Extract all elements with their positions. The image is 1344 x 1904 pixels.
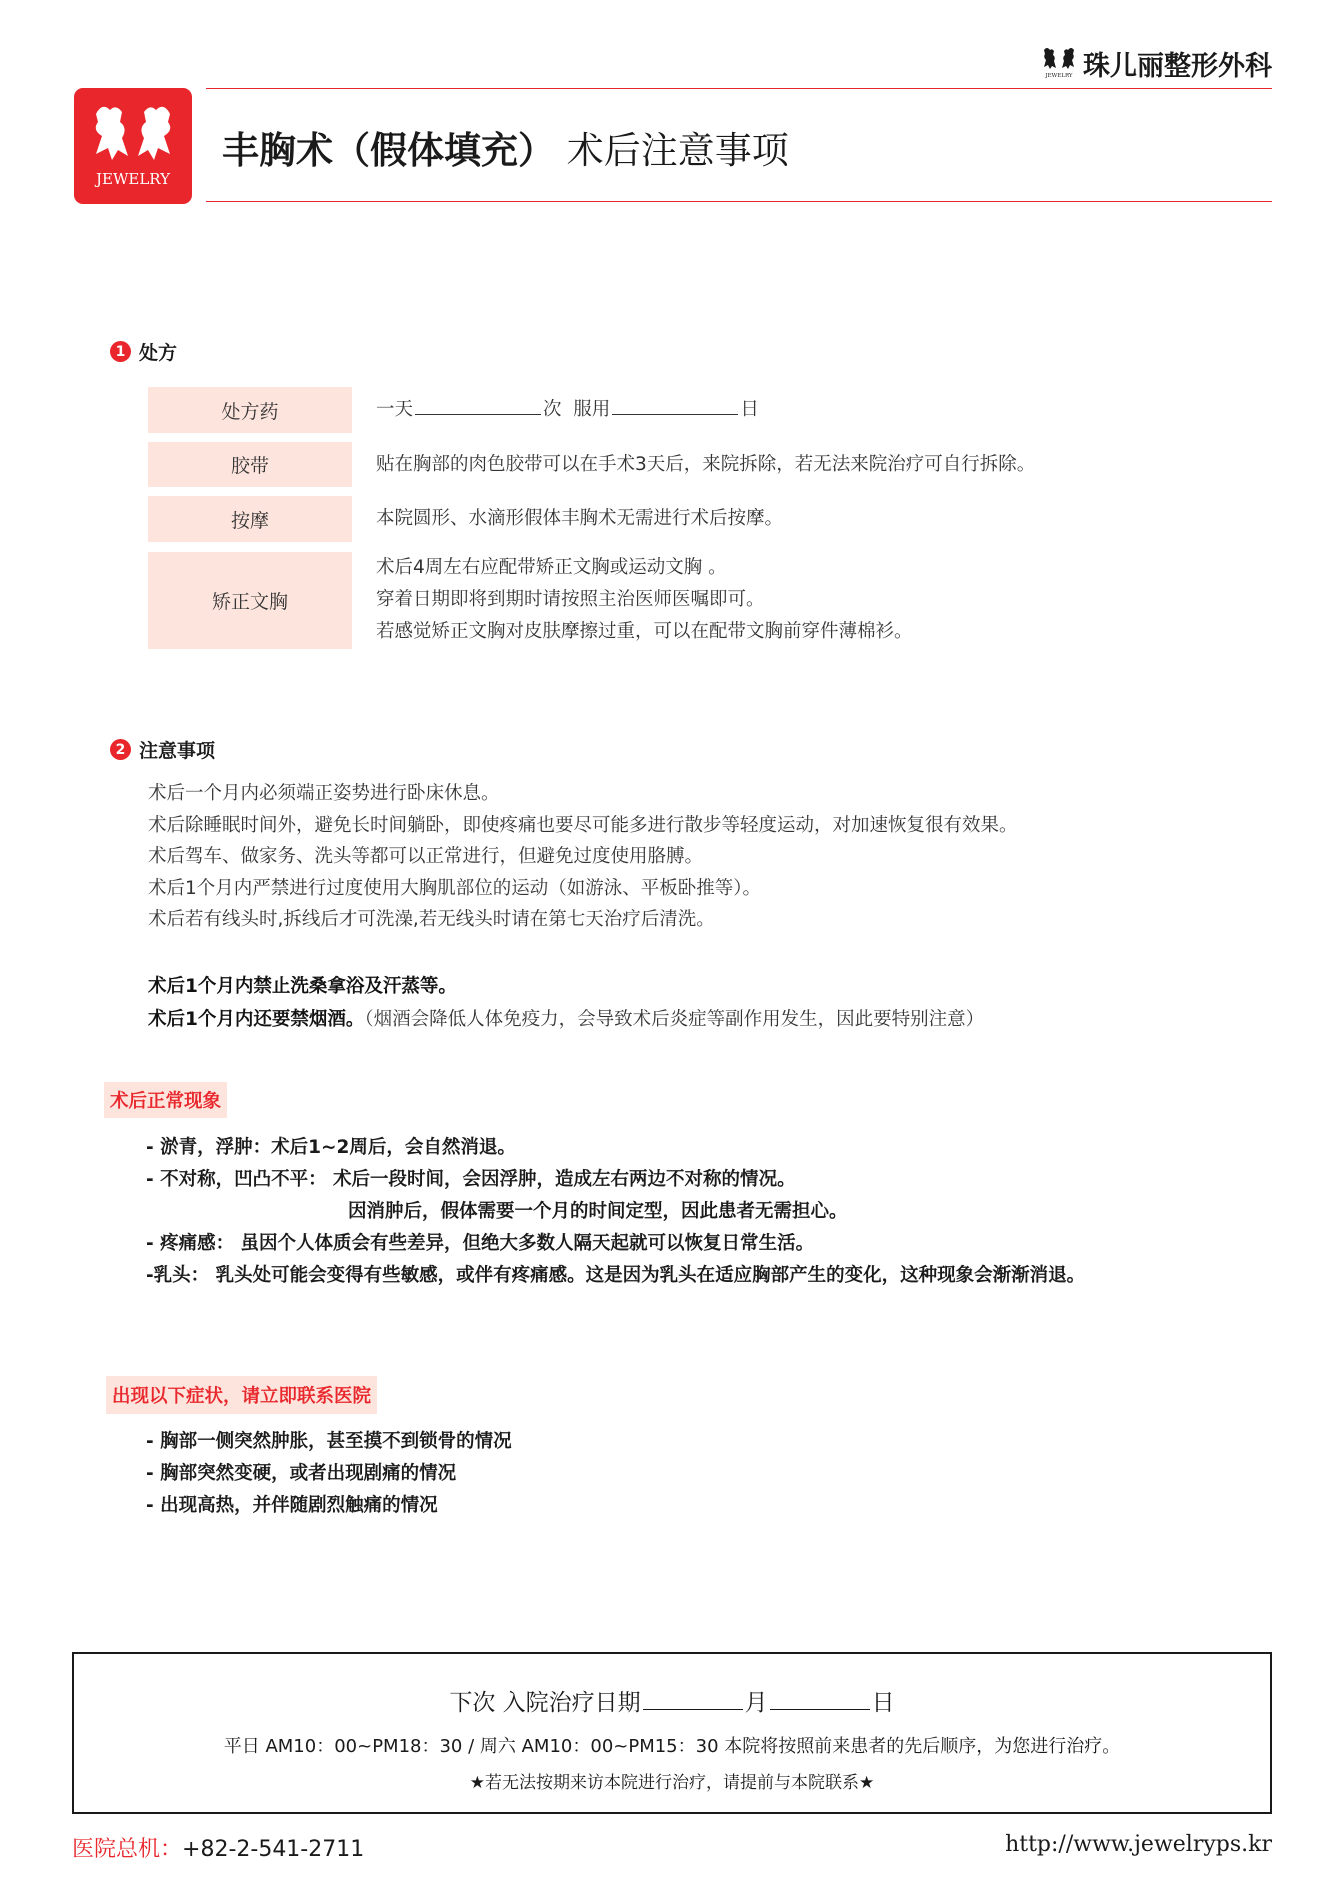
symptom-item: - 胸部一侧突然肿胀，甚至摸不到锁骨的情况 <box>146 1431 512 1452</box>
brand-header <box>1022 44 1272 82</box>
section-precautions-heading <box>110 736 215 763</box>
title-normal: 术后注意事项 <box>566 129 789 172</box>
massage-row-value: 本院圆形、水滴形假体丰胸术无需进行术后按摩。 <box>376 508 784 529</box>
precaution-notes <box>148 778 1018 936</box>
important-note-2-normal: （烟酒会降低人体免疫力，会导致术后炎症等副作用发生，因此要特别注意） <box>364 1009 985 1030</box>
bra-row-label: 矫正文胸 <box>148 552 352 649</box>
prescription-row-value <box>376 394 759 426</box>
phenomena-item: - 疼痛感： 虽因个人体质会有些差异，但绝大多数人隔天起就可以恢复日常生活。 <box>146 1233 815 1254</box>
footer-website[interactable]: http://www.jewelryps.kr <box>1005 1832 1272 1857</box>
rx-take-label: 服用 <box>573 399 611 420</box>
note-line: 术后除睡眠时间外，避免长时间躺卧，即使疼痛也要尽可能多进行散步等轻度运动，对加速恢复很有效果。 <box>148 814 1018 836</box>
bra-line: 若感觉矫正文胸对皮肤摩擦过重，可以在配带文胸前穿件薄棉衫。 <box>376 621 913 642</box>
section-heading-text: 注意事项 <box>139 740 216 762</box>
rx-days-label: 日 <box>740 399 759 420</box>
rx-times-blank <box>415 395 541 415</box>
brand-logo-icon <box>1041 46 1077 80</box>
prescription-row-label: 处方药 <box>148 387 352 433</box>
note-line: 术后1个月内严禁进行过度使用大胸肌部位的运动（如游泳、平板卧推等）。 <box>148 877 762 899</box>
symptom-item: - 出现高热，并伴随剧烈触痛的情况 <box>146 1495 438 1516</box>
important-notes <box>148 970 984 1036</box>
rx-times-label: 次 <box>543 399 562 420</box>
brand-name: 珠儿丽整形外科 <box>1083 50 1272 82</box>
important-note-2-bold: 术后1个月内还要禁烟酒。 <box>148 1009 365 1030</box>
rx-days-blank <box>612 395 738 415</box>
section-number-badge: 1 <box>110 341 131 362</box>
symptom-item: - 胸部突然变硬，或者出现剧痛的情况 <box>146 1463 457 1484</box>
normal-phenomena-list <box>146 1132 1085 1292</box>
rx-day-label: 一天 <box>376 399 414 420</box>
section-number-badge: 2 <box>110 739 131 760</box>
tape-row-value: 贴在胸部的肉色胶带可以在手术3天后，来院拆除，若无法来院治疗可自行拆除。 <box>376 454 1036 475</box>
bra-line: 术后4周左右应配带矫正文胸或运动文胸 。 <box>376 557 727 578</box>
phone-number[interactable]: +82-2-541-2711 <box>182 1837 365 1862</box>
phenomena-item: 因消肿后，假体需要一个月的时间定型，因此患者无需担心。 <box>348 1201 848 1222</box>
header-bottom-rule <box>206 201 1272 202</box>
section-heading-text: 处方 <box>139 342 178 364</box>
month-label: 月 <box>744 1690 768 1716</box>
appointment-box <box>72 1652 1272 1814</box>
appointment-notice: ★若无法按期来访本院进行治疗，请提前与本院联系★ <box>469 1773 875 1793</box>
note-line: 术后一个月内必须端正姿势进行卧床休息。 <box>148 783 500 804</box>
header-top-rule <box>206 88 1272 89</box>
next-visit-label: 下次 入院治疗日期 <box>449 1690 641 1716</box>
note-line: 术后若有线头时,拆线后才可洗澡,若无线头时请在第七天治疗后清洗。 <box>148 909 715 930</box>
month-blank <box>643 1688 743 1710</box>
massage-row-label: 按摩 <box>148 496 352 542</box>
normal-phenomena-tag: 术后正常现象 <box>104 1082 227 1118</box>
title-bold: 丰胸术（假体填充） <box>222 129 555 172</box>
footer-phone <box>72 1832 364 1863</box>
note-line: 术后驾车、做家务、洗头等都可以正常进行，但避免过度使用胳膊。 <box>148 846 704 867</box>
phenomena-item: - 不对称，凹凸不平： 术后一段时间，会因浮肿，造成左右两边不对称的情况。 <box>146 1169 796 1190</box>
logo-text: JEWELRY <box>95 170 171 188</box>
phenomena-item: - 淤青，浮肿：术后1~2周后，会自然消退。 <box>146 1137 516 1158</box>
office-hours: 平日 AM10：00~PM18：30 / 周六 AM10：00~PM15：30 本院将按照前来患者的先后顺序，为您进行治疗。 <box>223 1736 1121 1757</box>
jewelry-logo <box>74 88 192 204</box>
brand-mark-text: JEWELRY <box>1045 73 1073 79</box>
important-note-1: 术后1个月内禁止洗桑拿浴及汗蒸等。 <box>148 976 457 997</box>
lion-logo-icon <box>74 88 192 204</box>
contact-symptoms-list <box>146 1426 512 1522</box>
phone-label: 医院总机： <box>72 1837 183 1862</box>
phenomena-item: -乳头： 乳头处可能会变得有些敏感，或伴有疼痛感。这是因为乳头在适应胸部产生的变化，这种现象会渐渐消退。 <box>146 1265 1086 1286</box>
day-blank <box>770 1688 870 1710</box>
tape-row-label: 胶带 <box>148 442 352 487</box>
next-visit-line <box>74 1684 1270 1717</box>
page-title <box>222 120 789 174</box>
day-label: 日 <box>871 1690 895 1716</box>
bra-row-value <box>376 552 913 648</box>
contact-symptoms-tag: 出现以下症状，请立即联系医院 <box>106 1376 377 1414</box>
bra-line: 穿着日期即将到期时请按照主治医师医嘱即可。 <box>376 589 765 610</box>
section-prescription-heading <box>110 338 177 365</box>
